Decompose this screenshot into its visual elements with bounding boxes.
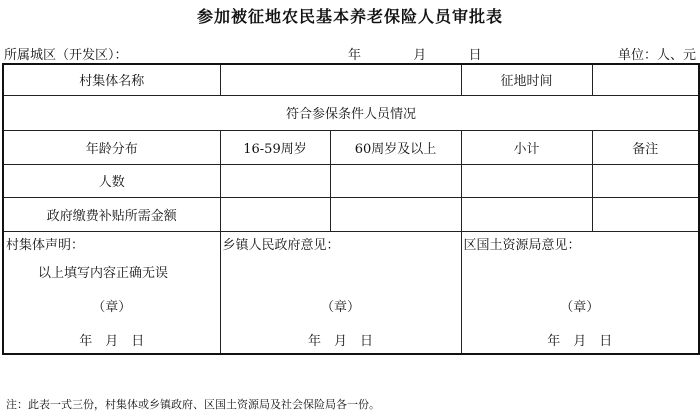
village-name-field[interactable] — [220, 64, 461, 95]
people-count-16-59-field[interactable] — [220, 164, 330, 197]
district-seal-label: （章） — [560, 299, 600, 315]
district-opinion-cell[interactable] — [461, 231, 699, 354]
people-count-remark-field[interactable] — [592, 164, 699, 197]
village-statement-cell[interactable] — [3, 231, 220, 354]
subsidy-subtotal-field[interactable] — [461, 197, 592, 231]
district-date-label: 年 月 日 — [547, 333, 613, 349]
town-opinion-heading: 乡镇人民政府意见： — [222, 237, 340, 253]
village-date-label: 年 月 日 — [79, 333, 145, 349]
town-opinion-cell[interactable] — [220, 231, 461, 354]
subsidy-60-plus-field[interactable] — [330, 197, 461, 231]
people-count-subtotal-field[interactable] — [461, 164, 592, 197]
subtotal-label: 小计 — [461, 130, 592, 164]
people-count-label: 人数 — [3, 164, 220, 197]
land-time-label: 征地时间 — [461, 64, 592, 95]
date-line — [348, 44, 482, 63]
date-month-label: 月 — [413, 48, 427, 63]
unit-label: 单位：人、元 — [617, 48, 696, 63]
remark-label: 备注 — [592, 130, 699, 164]
subsidy-remark-field[interactable] — [592, 197, 699, 231]
town-seal-label: （章） — [320, 299, 360, 315]
village-statement-heading: 村集体声明： — [6, 237, 85, 253]
age-distribution-label: 年龄分布 — [3, 130, 220, 164]
subsidy-16-59-field[interactable] — [220, 197, 330, 231]
district-opinion-heading: 区国土资源局意见： — [463, 237, 581, 253]
town-date-label: 年 月 日 — [307, 333, 373, 349]
section-header: 符合参保条件人员情况 — [3, 95, 699, 130]
village-seal-label: （章） — [92, 299, 132, 315]
people-count-60-plus-field[interactable] — [330, 164, 461, 197]
age-group-16-59: 16-59周岁 — [220, 130, 330, 164]
district-label: 所属城区（开发区）： — [4, 48, 128, 63]
approval-form-table — [2, 63, 700, 355]
village-statement-text: 以上填写内容正确无误 — [38, 265, 169, 281]
land-time-field[interactable] — [592, 64, 699, 95]
age-group-60-plus: 60周岁及以上 — [330, 130, 461, 164]
footnote: 注：此表一式三份，村集体或乡镇政府、区国土资源局及社会保险局各一份。 — [6, 398, 380, 411]
subsidy-amount-label: 政府缴费补贴所需金额 — [3, 197, 220, 231]
date-day-label: 日 — [468, 48, 482, 63]
village-name-label: 村集体名称 — [3, 64, 220, 95]
date-year-label: 年 — [348, 48, 362, 63]
form-title: 参加被征地农民基本养老保险人员审批表 — [196, 7, 503, 26]
